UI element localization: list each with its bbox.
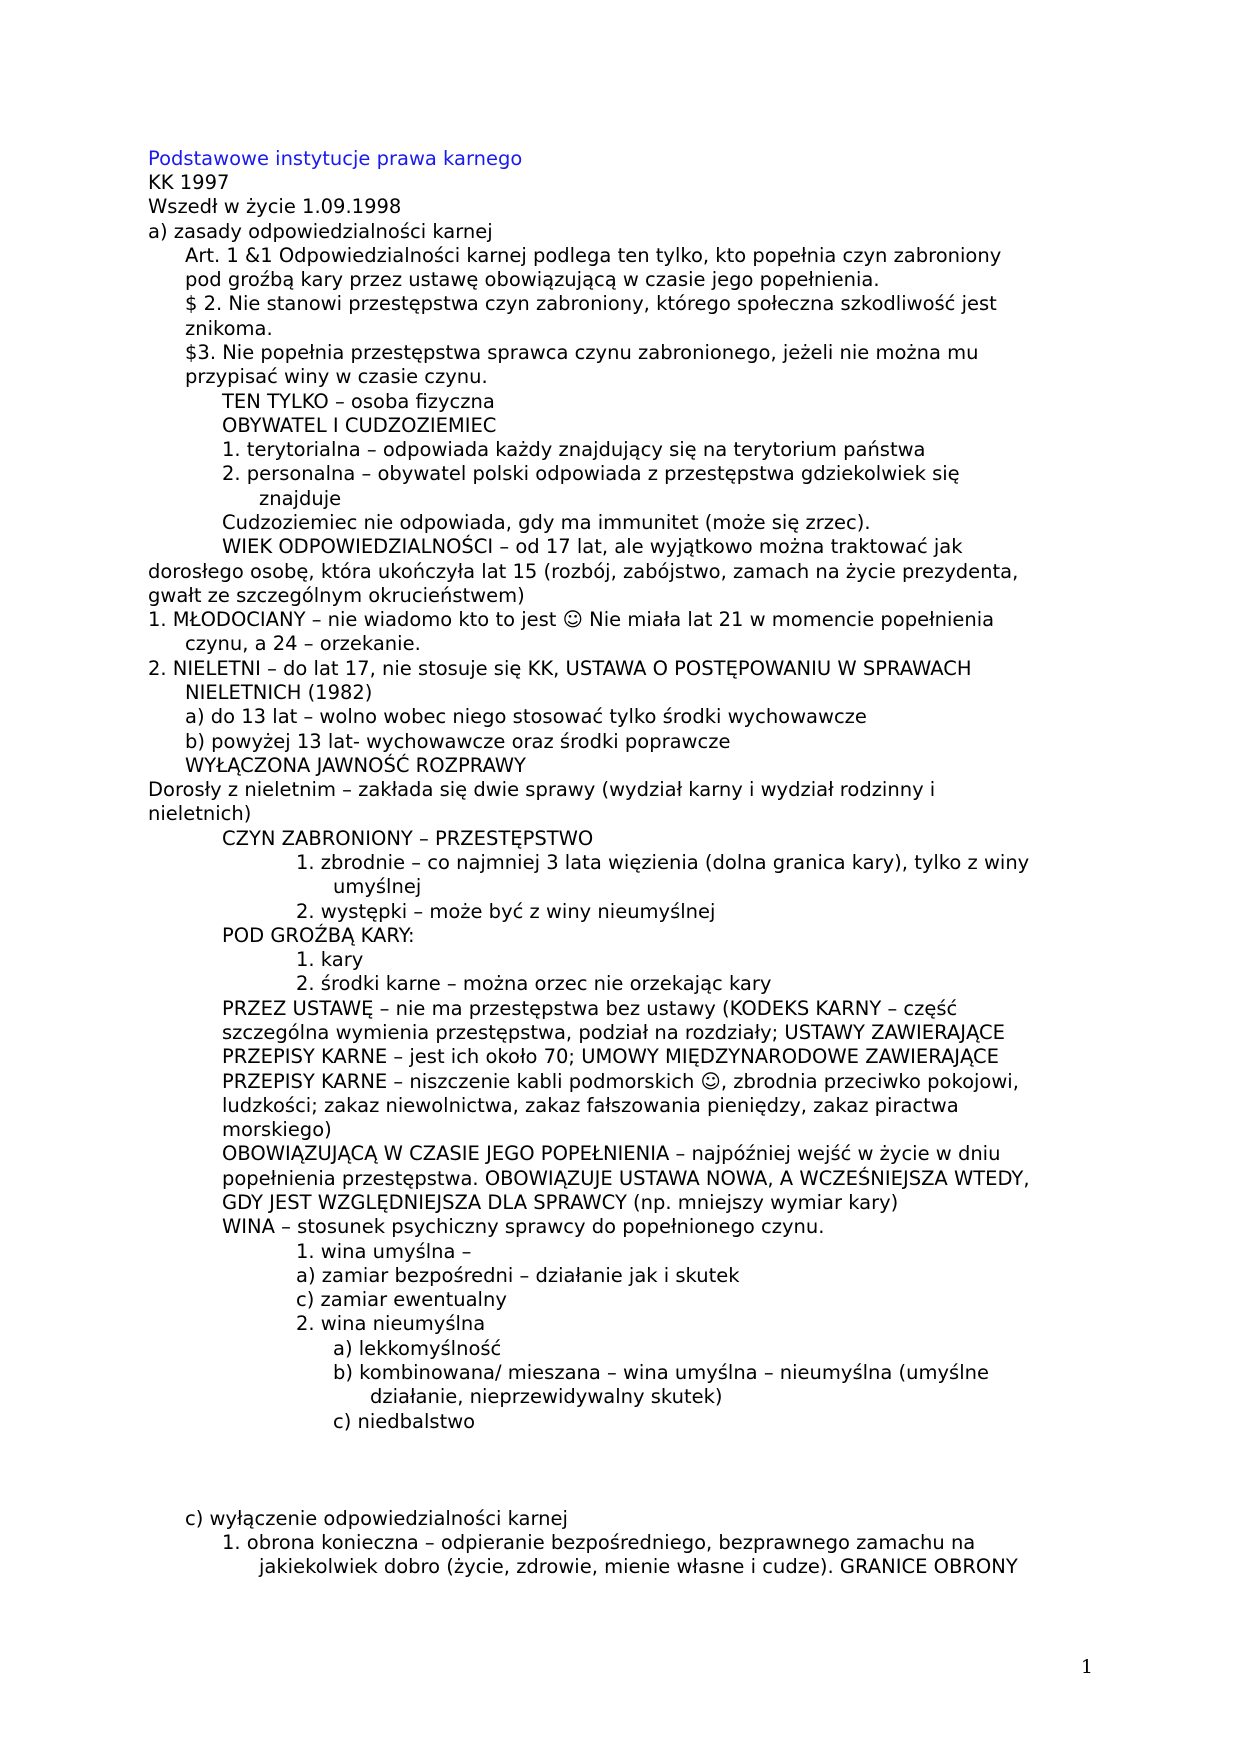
- text-line: a) zamiar bezpośredni – działanie jak i skutek: [296, 1264, 740, 1287]
- text-line: morskiego): [222, 1118, 332, 1141]
- text-line: GDY JEST WZGLĘDNIEJSZA DLA SPRAWCY (np. mniejszy wymiar kary): [222, 1191, 899, 1214]
- text-line: 2. personalna – obywatel polski odpowiada z przestępstwa gdziekolwiek się: [222, 462, 960, 485]
- text-line: 2. występki – może być z winy nieumyślnej: [296, 900, 716, 923]
- text-line: 2. NIELETNI – do lat 17, nie stosuje się KK, USTAWA O POSTĘPOWANIU W SPRAWACH: [148, 657, 972, 680]
- text-line: Cudzoziemiec nie odpowiada, gdy ma immunitet (może się zrzec).: [222, 511, 871, 534]
- text-line: OBOWIĄZUJĄCĄ W CZASIE JEGO POPEŁNIENIA – najpóźniej wejść w życie w dniu: [222, 1142, 1001, 1165]
- text-line: Art. 1 &1 Odpowiedzialności karnej podlega ten tylko, kto popełnia czyn zabroniony: [185, 244, 1002, 267]
- text-line: 1. obrona konieczna – odpieranie bezpośredniego, bezprawnego zamachu na: [222, 1531, 976, 1554]
- text-line: a) lekkomyślność: [333, 1337, 502, 1360]
- text-line: czynu, a 24 – orzekanie.: [185, 632, 421, 655]
- text-line: CZYN ZABRONIONY – PRZESTĘPSTWO: [222, 827, 594, 850]
- text-line: $ 2. Nie stanowi przestępstwa czyn zabroniony, którego społeczna szkodliwość jest: [185, 292, 997, 315]
- text-line: 2. środki karne – można orzec nie orzekając kary: [296, 972, 772, 995]
- text-line: POD GROŹBĄ KARY:: [222, 924, 415, 947]
- text-line: 1. zbrodnie – co najmniej 3 lata więzienia (dolna granica kary), tylko z winy: [296, 851, 1030, 874]
- text-line: KK 1997: [148, 171, 230, 194]
- text-line: b) powyżej 13 lat- wychowawcze oraz środki poprawcze: [185, 730, 731, 753]
- text-line: PRZEPISY KARNE – niszczenie kabli podmorskich ☺, zbrodnia przeciwko pokojowi,: [222, 1070, 1019, 1093]
- text-line: umyślnej: [333, 875, 422, 898]
- text-line: Dorosły z nieletnim – zakłada się dwie sprawy (wydział karny i wydział rodzinny i: [148, 778, 936, 801]
- text-line: NIELETNICH (1982): [185, 681, 373, 704]
- text-line: c) wyłączenie odpowiedzialności karnej: [185, 1507, 568, 1530]
- text-line: dorosłego osobę, która ukończyła lat 15 (rozbój, zabójstwo, zamach na życie prezydenta,: [148, 560, 1019, 583]
- text-line: znajduje: [259, 487, 342, 510]
- text-line: znikoma.: [185, 317, 273, 340]
- text-line: WIEK ODPOWIEDZIALNOŚCI – od 17 lat, ale wyjątkowo można traktować jak: [222, 535, 963, 558]
- text-line: popełnienia przestępstwa. OBOWIĄZUJE USTAWA NOWA, A WCZEŚNIEJSZA WTEDY,: [222, 1167, 1030, 1190]
- text-line: działanie, nieprzewidywalny skutek): [370, 1385, 723, 1408]
- text-line: szczególna wymienia przestępstwa, podział na rozdziały; USTAWY ZAWIERAJĄCE: [222, 1021, 1005, 1044]
- text-line: przypisać winy w czasie czynu.: [185, 365, 488, 388]
- text-line: PRZEZ USTAWĘ – nie ma przestępstwa bez ustawy (KODEKS KARNY – część: [222, 997, 958, 1020]
- text-line: WYŁĄCZONA JAWNOŚĆ ROZPRAWY: [185, 754, 526, 777]
- text-line: WINA – stosunek psychiczny sprawcy do popełnionego czynu.: [222, 1215, 825, 1238]
- text-line: 1. terytorialna – odpowiada każdy znajdujący się na terytorium państwa: [222, 438, 926, 461]
- text-line: OBYWATEL I CUDZOZIEMIEC: [222, 414, 497, 437]
- text-line: c) zamiar ewentualny: [296, 1288, 507, 1311]
- text-line: b) kombinowana/ mieszana – wina umyślna – nieumyślna (umyślne: [333, 1361, 989, 1384]
- text-line: 1. wina umyślna –: [296, 1240, 472, 1263]
- page-number: 1: [1080, 1656, 1093, 1678]
- text-line: $3. Nie popełnia przestępstwa sprawca czynu zabronionego, jeżeli nie można mu: [185, 341, 979, 364]
- text-line: a) do 13 lat – wolno wobec niego stosować tylko środki wychowawcze: [185, 705, 867, 728]
- text-line: 1. kary: [296, 948, 364, 971]
- text-line: a) zasady odpowiedzialności karnej: [148, 220, 493, 243]
- text-line: Wszedł w życie 1.09.1998: [148, 195, 402, 218]
- text-line: pod groźbą kary przez ustawę obowiązującą w czasie jego popełnienia.: [185, 268, 880, 291]
- text-line: PRZEPISY KARNE – jest ich około 70; UMOWY MIĘDZYNARODOWE ZAWIERAJĄCE: [222, 1045, 999, 1068]
- text-line: c) niedbalstwo: [333, 1410, 476, 1433]
- text-line: ludzkości; zakaz niewolnictwa, zakaz fałszowania pieniędzy, zakaz piractwa: [222, 1094, 959, 1117]
- text-line: nieletnich): [148, 802, 252, 825]
- text-line: jakiekolwiek dobro (życie, zdrowie, mienie własne i cudze). GRANICE OBRONY: [259, 1555, 1018, 1578]
- text-line: TEN TYLKO – osoba fizyczna: [222, 390, 495, 413]
- document-title: Podstawowe instytucje prawa karnego: [148, 147, 523, 170]
- text-line: gwałt ze szczególnym okrucieństwem): [148, 584, 525, 607]
- text-line: 1. MŁODOCIANY – nie wiadomo kto to jest ☺ Nie miała lat 21 w momencie popełnienia: [148, 608, 995, 631]
- text-line: 2. wina nieumyślna: [296, 1312, 486, 1335]
